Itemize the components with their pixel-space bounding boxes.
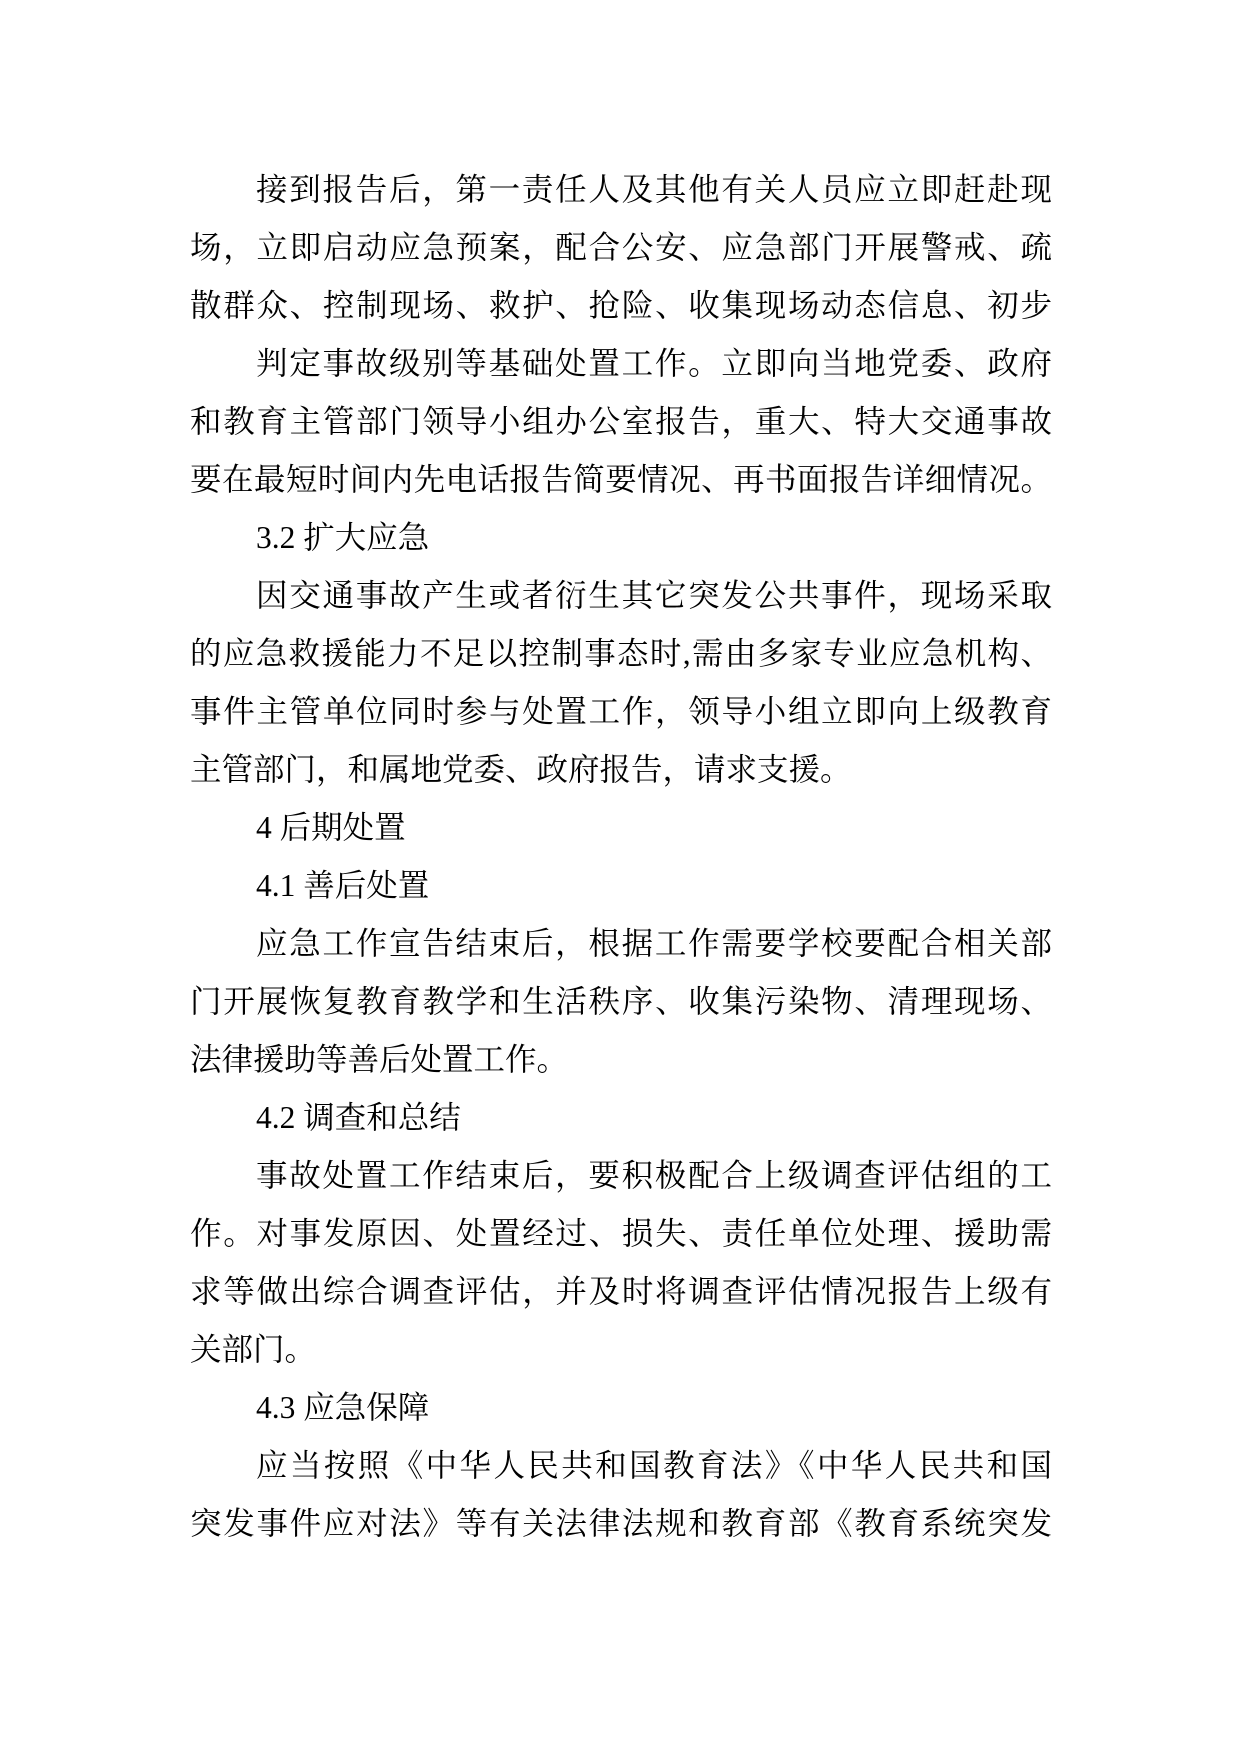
section-heading-4-3: 4.3 应急保障 bbox=[256, 1390, 430, 1425]
paragraph-line: 应当按照《中华人民共和国教育法》《中华人民共和国 bbox=[256, 1448, 1052, 1483]
document-text-block bbox=[190, 161, 1052, 1553]
section-heading-4-1: 4.1 善后处置 bbox=[256, 868, 430, 903]
section-heading-4-2: 4.2 调查和总结 bbox=[256, 1100, 461, 1135]
paragraph-line: 关部门。 bbox=[190, 1332, 317, 1367]
paragraph-line: 法律援助等善后处置工作。 bbox=[190, 1042, 569, 1077]
paragraph-line: 和教育主管部门领导小组办公室报告，重大、特大交通事故 bbox=[190, 404, 1052, 439]
paragraph-line: 要在最短时间内先电话报告简要情况、再书面报告详细情况。 bbox=[190, 462, 1052, 497]
section-heading-4: 4 后期处置 bbox=[256, 810, 406, 845]
paragraph-line: 事故处置工作结束后，要积极配合上级调查评估组的工 bbox=[256, 1158, 1052, 1193]
paragraph-line: 事件主管单位同时参与处置工作，领导小组立即向上级教育 bbox=[190, 694, 1052, 729]
paragraph-line: 因交通事故产生或者衍生其它突发公共事件，现场采取 bbox=[256, 578, 1052, 613]
paragraph-line: 突发事件应对法》等有关法律法规和教育部《教育系统突发 bbox=[190, 1506, 1052, 1541]
paragraph-line: 作。对事发原因、处置经过、损失、责任单位处理、援助需 bbox=[190, 1216, 1052, 1251]
section-heading-3-2: 3.2 扩大应急 bbox=[256, 520, 430, 555]
paragraph-line: 主管部门，和属地党委、政府报告，请求支援。 bbox=[190, 752, 852, 787]
paragraph-line: 门开展恢复教育教学和生活秩序、收集污染物、清理现场、 bbox=[190, 984, 1052, 1019]
paragraph-line: 求等做出综合调查评估，并及时将调查评估情况报告上级有 bbox=[190, 1274, 1052, 1309]
paragraph-line: 场，立即启动应急预案，配合公安、应急部门开展警戒、疏 bbox=[190, 230, 1052, 265]
paragraph-line: 应急工作宣告结束后，根据工作需要学校要配合相关部 bbox=[256, 926, 1052, 961]
paragraph-line: 散群众、控制现场、救护、抢险、收集现场动态信息、初步 bbox=[190, 288, 1052, 323]
paragraph-line: 接到报告后，第一责任人及其他有关人员应立即赶赴现 bbox=[256, 172, 1052, 207]
paragraph-line: 的应急救援能力不足以控制事态时,需由多家专业应急机构、 bbox=[190, 636, 1052, 671]
paragraph-line: 判定事故级别等基础处置工作。立即向当地党委、政府 bbox=[256, 346, 1052, 381]
